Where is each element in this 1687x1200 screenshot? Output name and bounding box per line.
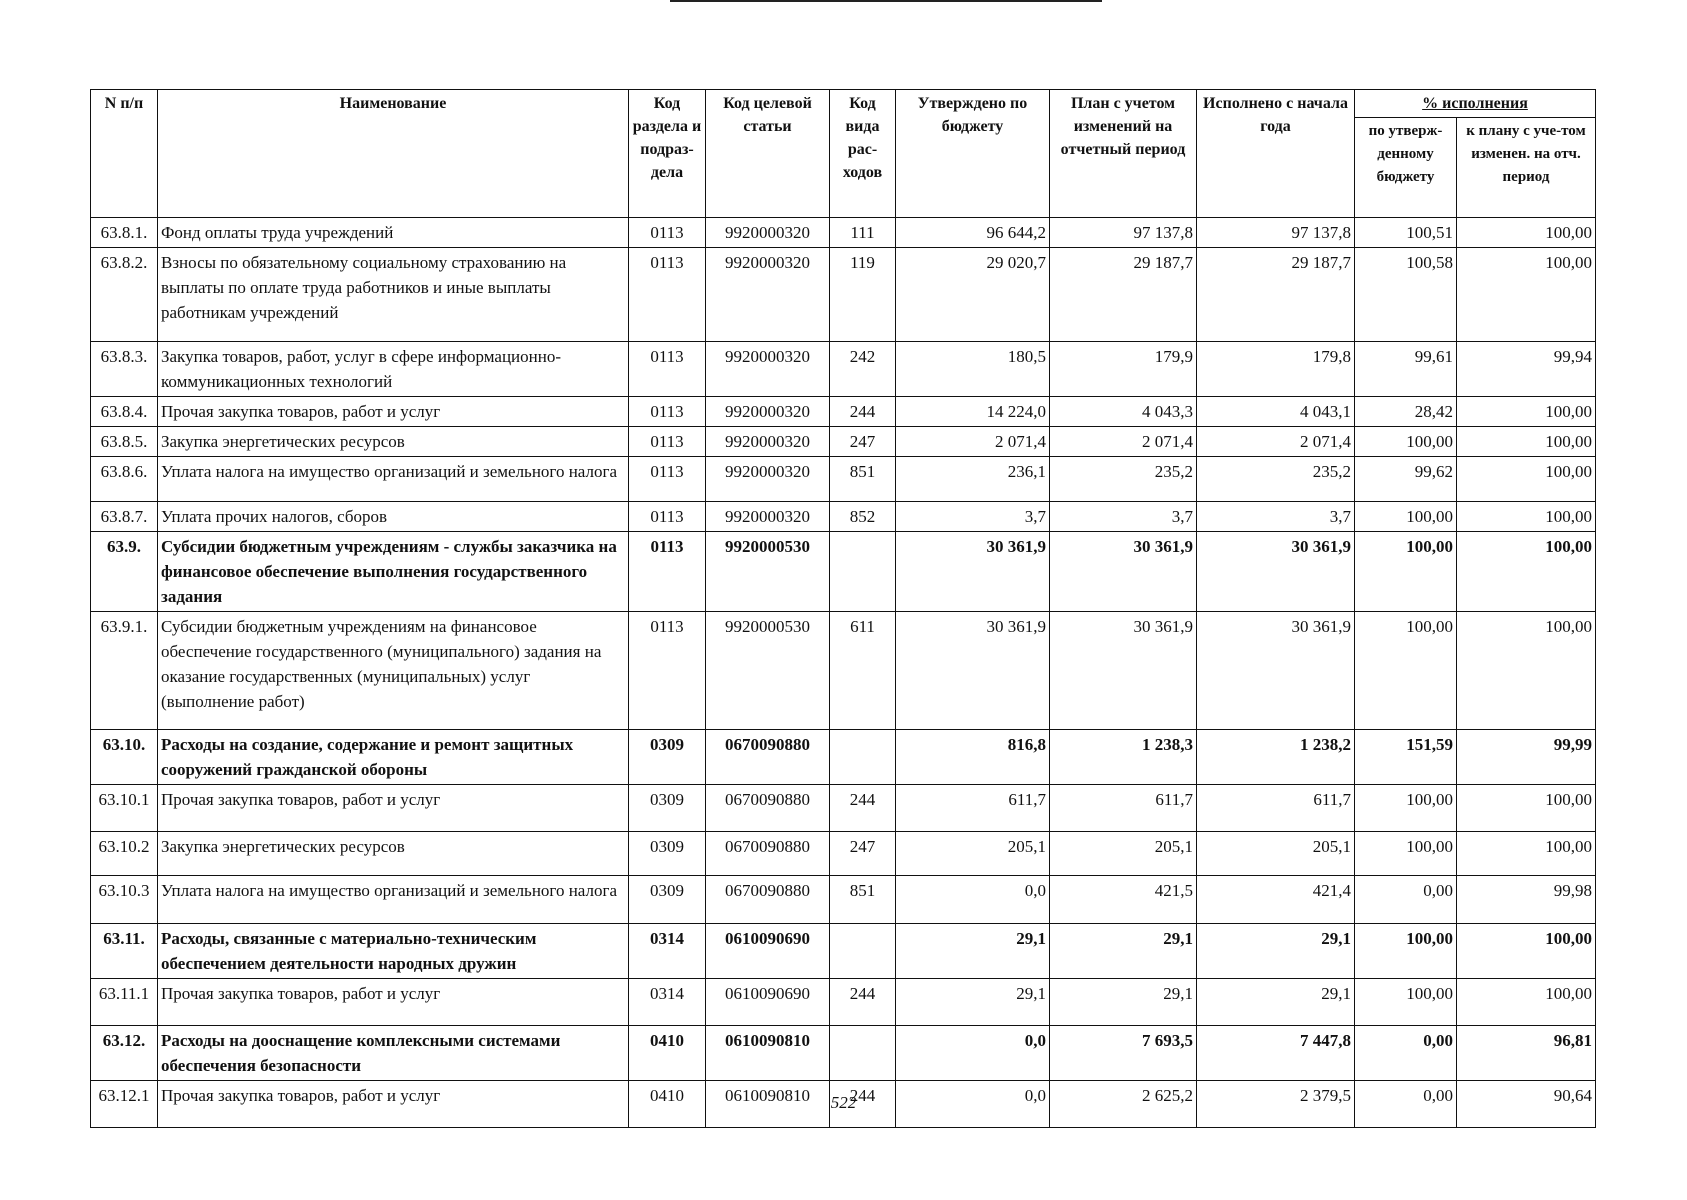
- row-approved: 29 020,7: [896, 248, 1050, 342]
- row-num: 63.11.1: [91, 979, 158, 1026]
- row-expense-code: [830, 1026, 896, 1081]
- row-num: 63.8.5.: [91, 427, 158, 457]
- row-section-code: 0309: [629, 785, 706, 832]
- top-rule: [670, 0, 1102, 2]
- table-row: [91, 979, 1596, 1026]
- row-name: Субсидии бюджетным учреждениям - службы заказчика на финансовое обеспечение выполнения государственного задания: [158, 532, 629, 612]
- row-approved: 3,7: [896, 502, 1050, 532]
- table-row: [91, 730, 1596, 785]
- row-name: Прочая закупка товаров, работ и услуг: [158, 785, 629, 832]
- row-plan: 421,5: [1050, 876, 1197, 924]
- row-target-code: 9920000320: [706, 342, 830, 397]
- row-executed: 97 137,8: [1197, 218, 1355, 248]
- row-target-code: 0610090810: [706, 1081, 830, 1128]
- table-row: [91, 612, 1596, 730]
- table-row: [91, 342, 1596, 397]
- row-pct-approved: 0,00: [1355, 1081, 1457, 1128]
- row-name: Взносы по обязательному социальному страхованию на выплаты по оплате труда работников и иные выплаты работникам учреждений: [158, 248, 629, 342]
- row-expense-code: 851: [830, 876, 896, 924]
- row-executed: 3,7: [1197, 502, 1355, 532]
- row-name: Прочая закупка товаров, работ и услуг: [158, 397, 629, 427]
- row-expense-code: [830, 532, 896, 612]
- row-expense-code: 111: [830, 218, 896, 248]
- row-num: 63.8.7.: [91, 502, 158, 532]
- row-name: Расходы, связанные с материально-техническим обеспечением деятельности народных дружин: [158, 924, 629, 979]
- row-expense-code: [830, 730, 896, 785]
- row-num: 63.8.4.: [91, 397, 158, 427]
- row-pct-approved: 0,00: [1355, 1026, 1457, 1081]
- row-expense-code: 244: [830, 397, 896, 427]
- row-expense-code: 119: [830, 248, 896, 342]
- row-plan: 29,1: [1050, 924, 1197, 979]
- header-pct-approved: по утверж-денному бюджету: [1355, 118, 1457, 218]
- row-expense-code: 244: [830, 1081, 896, 1128]
- row-plan: 235,2: [1050, 457, 1197, 502]
- row-plan: 3,7: [1050, 502, 1197, 532]
- row-num: 63.12.: [91, 1026, 158, 1081]
- row-approved: 205,1: [896, 832, 1050, 876]
- row-expense-code: 611: [830, 612, 896, 730]
- row-plan: 29,1: [1050, 979, 1197, 1026]
- row-target-code: 0670090880: [706, 730, 830, 785]
- row-plan: 4 043,3: [1050, 397, 1197, 427]
- row-section-code: 0113: [629, 532, 706, 612]
- row-section-code: 0113: [629, 612, 706, 730]
- row-pct-plan: 100,00: [1457, 218, 1596, 248]
- row-executed: 7 447,8: [1197, 1026, 1355, 1081]
- row-num: 63.8.1.: [91, 218, 158, 248]
- row-num: 63.8.6.: [91, 457, 158, 502]
- row-approved: 236,1: [896, 457, 1050, 502]
- row-section-code: 0309: [629, 730, 706, 785]
- row-approved: 29,1: [896, 979, 1050, 1026]
- row-name: Уплата налога на имущество организаций и земельного налога: [158, 876, 629, 924]
- row-plan: 2 071,4: [1050, 427, 1197, 457]
- row-approved: 96 644,2: [896, 218, 1050, 248]
- row-section-code: 0113: [629, 397, 706, 427]
- row-name: Уплата прочих налогов, сборов: [158, 502, 629, 532]
- row-target-code: 9920000320: [706, 397, 830, 427]
- row-executed: 29 187,7: [1197, 248, 1355, 342]
- header-target-code: Код целевой статьи: [706, 90, 830, 218]
- row-executed: 29,1: [1197, 979, 1355, 1026]
- row-pct-approved: 100,00: [1355, 785, 1457, 832]
- row-num: 63.10.: [91, 730, 158, 785]
- row-approved: 611,7: [896, 785, 1050, 832]
- row-executed: 2 071,4: [1197, 427, 1355, 457]
- row-section-code: 0113: [629, 427, 706, 457]
- row-plan: 7 693,5: [1050, 1026, 1197, 1081]
- budget-table: [90, 89, 1596, 1128]
- row-pct-plan: 96,81: [1457, 1026, 1596, 1081]
- row-pct-approved: 100,00: [1355, 427, 1457, 457]
- row-pct-plan: 100,00: [1457, 979, 1596, 1026]
- row-target-code: 0610090690: [706, 924, 830, 979]
- row-pct-plan: 100,00: [1457, 832, 1596, 876]
- row-pct-approved: 151,59: [1355, 730, 1457, 785]
- row-target-code: 0610090690: [706, 979, 830, 1026]
- row-name: Прочая закупка товаров, работ и услуг: [158, 1081, 629, 1128]
- row-section-code: 0113: [629, 457, 706, 502]
- row-section-code: 0314: [629, 979, 706, 1026]
- table-row: [91, 397, 1596, 427]
- row-pct-approved: 100,51: [1355, 218, 1457, 248]
- row-pct-approved: 100,58: [1355, 248, 1457, 342]
- row-pct-plan: 100,00: [1457, 248, 1596, 342]
- table-row: [91, 457, 1596, 502]
- row-name: Закупка энергетических ресурсов: [158, 832, 629, 876]
- table-row: [91, 218, 1596, 248]
- row-approved: 30 361,9: [896, 532, 1050, 612]
- row-approved: 29,1: [896, 924, 1050, 979]
- row-section-code: 0410: [629, 1081, 706, 1128]
- row-num: 63.10.3: [91, 876, 158, 924]
- row-expense-code: [830, 924, 896, 979]
- row-pct-plan: 100,00: [1457, 502, 1596, 532]
- row-pct-plan: 100,00: [1457, 427, 1596, 457]
- row-pct-plan: 100,00: [1457, 457, 1596, 502]
- header-section-code: Код раздела и подраз-дела: [629, 90, 706, 218]
- row-pct-plan: 99,99: [1457, 730, 1596, 785]
- row-name: Фонд оплаты труда учреждений: [158, 218, 629, 248]
- row-num: 63.11.: [91, 924, 158, 979]
- row-executed: 235,2: [1197, 457, 1355, 502]
- row-target-code: 9920000530: [706, 532, 830, 612]
- row-executed: 1 238,2: [1197, 730, 1355, 785]
- row-target-code: 0670090880: [706, 876, 830, 924]
- row-pct-approved: 100,00: [1355, 979, 1457, 1026]
- row-plan: 1 238,3: [1050, 730, 1197, 785]
- row-name: Расходы на создание, содержание и ремонт защитных сооружений гражданской обороны: [158, 730, 629, 785]
- row-pct-approved: 0,00: [1355, 876, 1457, 924]
- row-pct-approved: 100,00: [1355, 832, 1457, 876]
- row-pct-plan: 99,94: [1457, 342, 1596, 397]
- row-num: 63.9.: [91, 532, 158, 612]
- row-target-code: 0670090880: [706, 832, 830, 876]
- row-target-code: 0610090810: [706, 1026, 830, 1081]
- row-section-code: 0309: [629, 832, 706, 876]
- header-expense-code: Код вида рас-ходов: [830, 90, 896, 218]
- header-approved: Утверждено по бюджету: [896, 90, 1050, 218]
- row-approved: 30 361,9: [896, 612, 1050, 730]
- row-num: 63.9.1.: [91, 612, 158, 730]
- row-pct-plan: 99,98: [1457, 876, 1596, 924]
- table-body: [91, 218, 1596, 1128]
- row-executed: 421,4: [1197, 876, 1355, 924]
- row-pct-approved: 100,00: [1355, 924, 1457, 979]
- row-plan: 179,9: [1050, 342, 1197, 397]
- row-expense-code: 247: [830, 832, 896, 876]
- table-row: [91, 248, 1596, 342]
- row-pct-approved: 28,42: [1355, 397, 1457, 427]
- row-expense-code: 244: [830, 979, 896, 1026]
- row-plan: 97 137,8: [1050, 218, 1197, 248]
- table-row: [91, 876, 1596, 924]
- row-name: Прочая закупка товаров, работ и услуг: [158, 979, 629, 1026]
- row-section-code: 0314: [629, 924, 706, 979]
- row-approved: 816,8: [896, 730, 1050, 785]
- table-row: [91, 832, 1596, 876]
- row-target-code: 0670090880: [706, 785, 830, 832]
- row-target-code: 9920000530: [706, 612, 830, 730]
- header-plan: План с учетом изменений на отчетный период: [1050, 90, 1197, 218]
- header-row-1: [91, 90, 1596, 118]
- row-num: 63.10.2: [91, 832, 158, 876]
- row-pct-plan: 100,00: [1457, 397, 1596, 427]
- header-pct-group: % исполнения: [1355, 90, 1596, 118]
- table-row: [91, 532, 1596, 612]
- row-num: 63.8.3.: [91, 342, 158, 397]
- row-section-code: 0410: [629, 1026, 706, 1081]
- row-pct-plan: 100,00: [1457, 612, 1596, 730]
- row-expense-code: 244: [830, 785, 896, 832]
- row-approved: 0,0: [896, 876, 1050, 924]
- row-pct-approved: 100,00: [1355, 612, 1457, 730]
- row-name: Расходы на дооснащение комплексными системами обеспечения безопасности: [158, 1026, 629, 1081]
- row-name: Закупка товаров, работ, услуг в сфере информационно-коммуникационных технологий: [158, 342, 629, 397]
- table-row: [91, 427, 1596, 457]
- row-pct-approved: 99,61: [1355, 342, 1457, 397]
- row-executed: 205,1: [1197, 832, 1355, 876]
- row-approved: 2 071,4: [896, 427, 1050, 457]
- row-executed: 4 043,1: [1197, 397, 1355, 427]
- row-name: Закупка энергетических ресурсов: [158, 427, 629, 457]
- row-pct-plan: 100,00: [1457, 532, 1596, 612]
- table-row: [91, 785, 1596, 832]
- row-section-code: 0309: [629, 876, 706, 924]
- row-expense-code: 852: [830, 502, 896, 532]
- row-pct-approved: 100,00: [1355, 532, 1457, 612]
- row-num: 63.12.1: [91, 1081, 158, 1128]
- row-section-code: 0113: [629, 502, 706, 532]
- header-name: Наименование: [158, 90, 629, 218]
- row-approved: 14 224,0: [896, 397, 1050, 427]
- row-executed: 30 361,9: [1197, 612, 1355, 730]
- row-approved: 0,0: [896, 1081, 1050, 1128]
- row-target-code: 9920000320: [706, 457, 830, 502]
- row-plan: 2 625,2: [1050, 1081, 1197, 1128]
- row-target-code: 9920000320: [706, 427, 830, 457]
- row-target-code: 9920000320: [706, 502, 830, 532]
- row-executed: 611,7: [1197, 785, 1355, 832]
- row-section-code: 0113: [629, 218, 706, 248]
- row-name: Уплата налога на имущество организаций и земельного налога: [158, 457, 629, 502]
- row-plan: 30 361,9: [1050, 612, 1197, 730]
- row-pct-plan: 90,64: [1457, 1081, 1596, 1128]
- table-row: [91, 1026, 1596, 1081]
- header-executed: Исполнено с начала года: [1197, 90, 1355, 218]
- row-pct-approved: 99,62: [1355, 457, 1457, 502]
- row-executed: 179,8: [1197, 342, 1355, 397]
- row-expense-code: 247: [830, 427, 896, 457]
- table-row: [91, 924, 1596, 979]
- row-approved: 180,5: [896, 342, 1050, 397]
- row-target-code: 9920000320: [706, 248, 830, 342]
- row-executed: 2 379,5: [1197, 1081, 1355, 1128]
- row-executed: 29,1: [1197, 924, 1355, 979]
- row-section-code: 0113: [629, 342, 706, 397]
- row-pct-plan: 100,00: [1457, 924, 1596, 979]
- row-name: Субсидии бюджетным учреждениям на финансовое обеспечение государственного (муниципального) задания на оказание государственных (муниципальных) услуг (выполнение работ): [158, 612, 629, 730]
- header-num: N п/п: [91, 90, 158, 218]
- row-expense-code: 242: [830, 342, 896, 397]
- row-plan: 205,1: [1050, 832, 1197, 876]
- row-plan: 611,7: [1050, 785, 1197, 832]
- table-row: [91, 502, 1596, 532]
- page-number: 522: [830, 1093, 857, 1112]
- row-pct-plan: 100,00: [1457, 785, 1596, 832]
- row-executed: 30 361,9: [1197, 532, 1355, 612]
- row-pct-approved: 100,00: [1355, 502, 1457, 532]
- header-pct-plan: к плану с уче-том изменен. на отч. период: [1457, 118, 1596, 218]
- row-target-code: 9920000320: [706, 218, 830, 248]
- row-num: 63.10.1: [91, 785, 158, 832]
- row-approved: 0,0: [896, 1026, 1050, 1081]
- row-section-code: 0113: [629, 248, 706, 342]
- row-num: 63.8.2.: [91, 248, 158, 342]
- row-expense-code: 851: [830, 457, 896, 502]
- row-plan: 29 187,7: [1050, 248, 1197, 342]
- row-plan: 30 361,9: [1050, 532, 1197, 612]
